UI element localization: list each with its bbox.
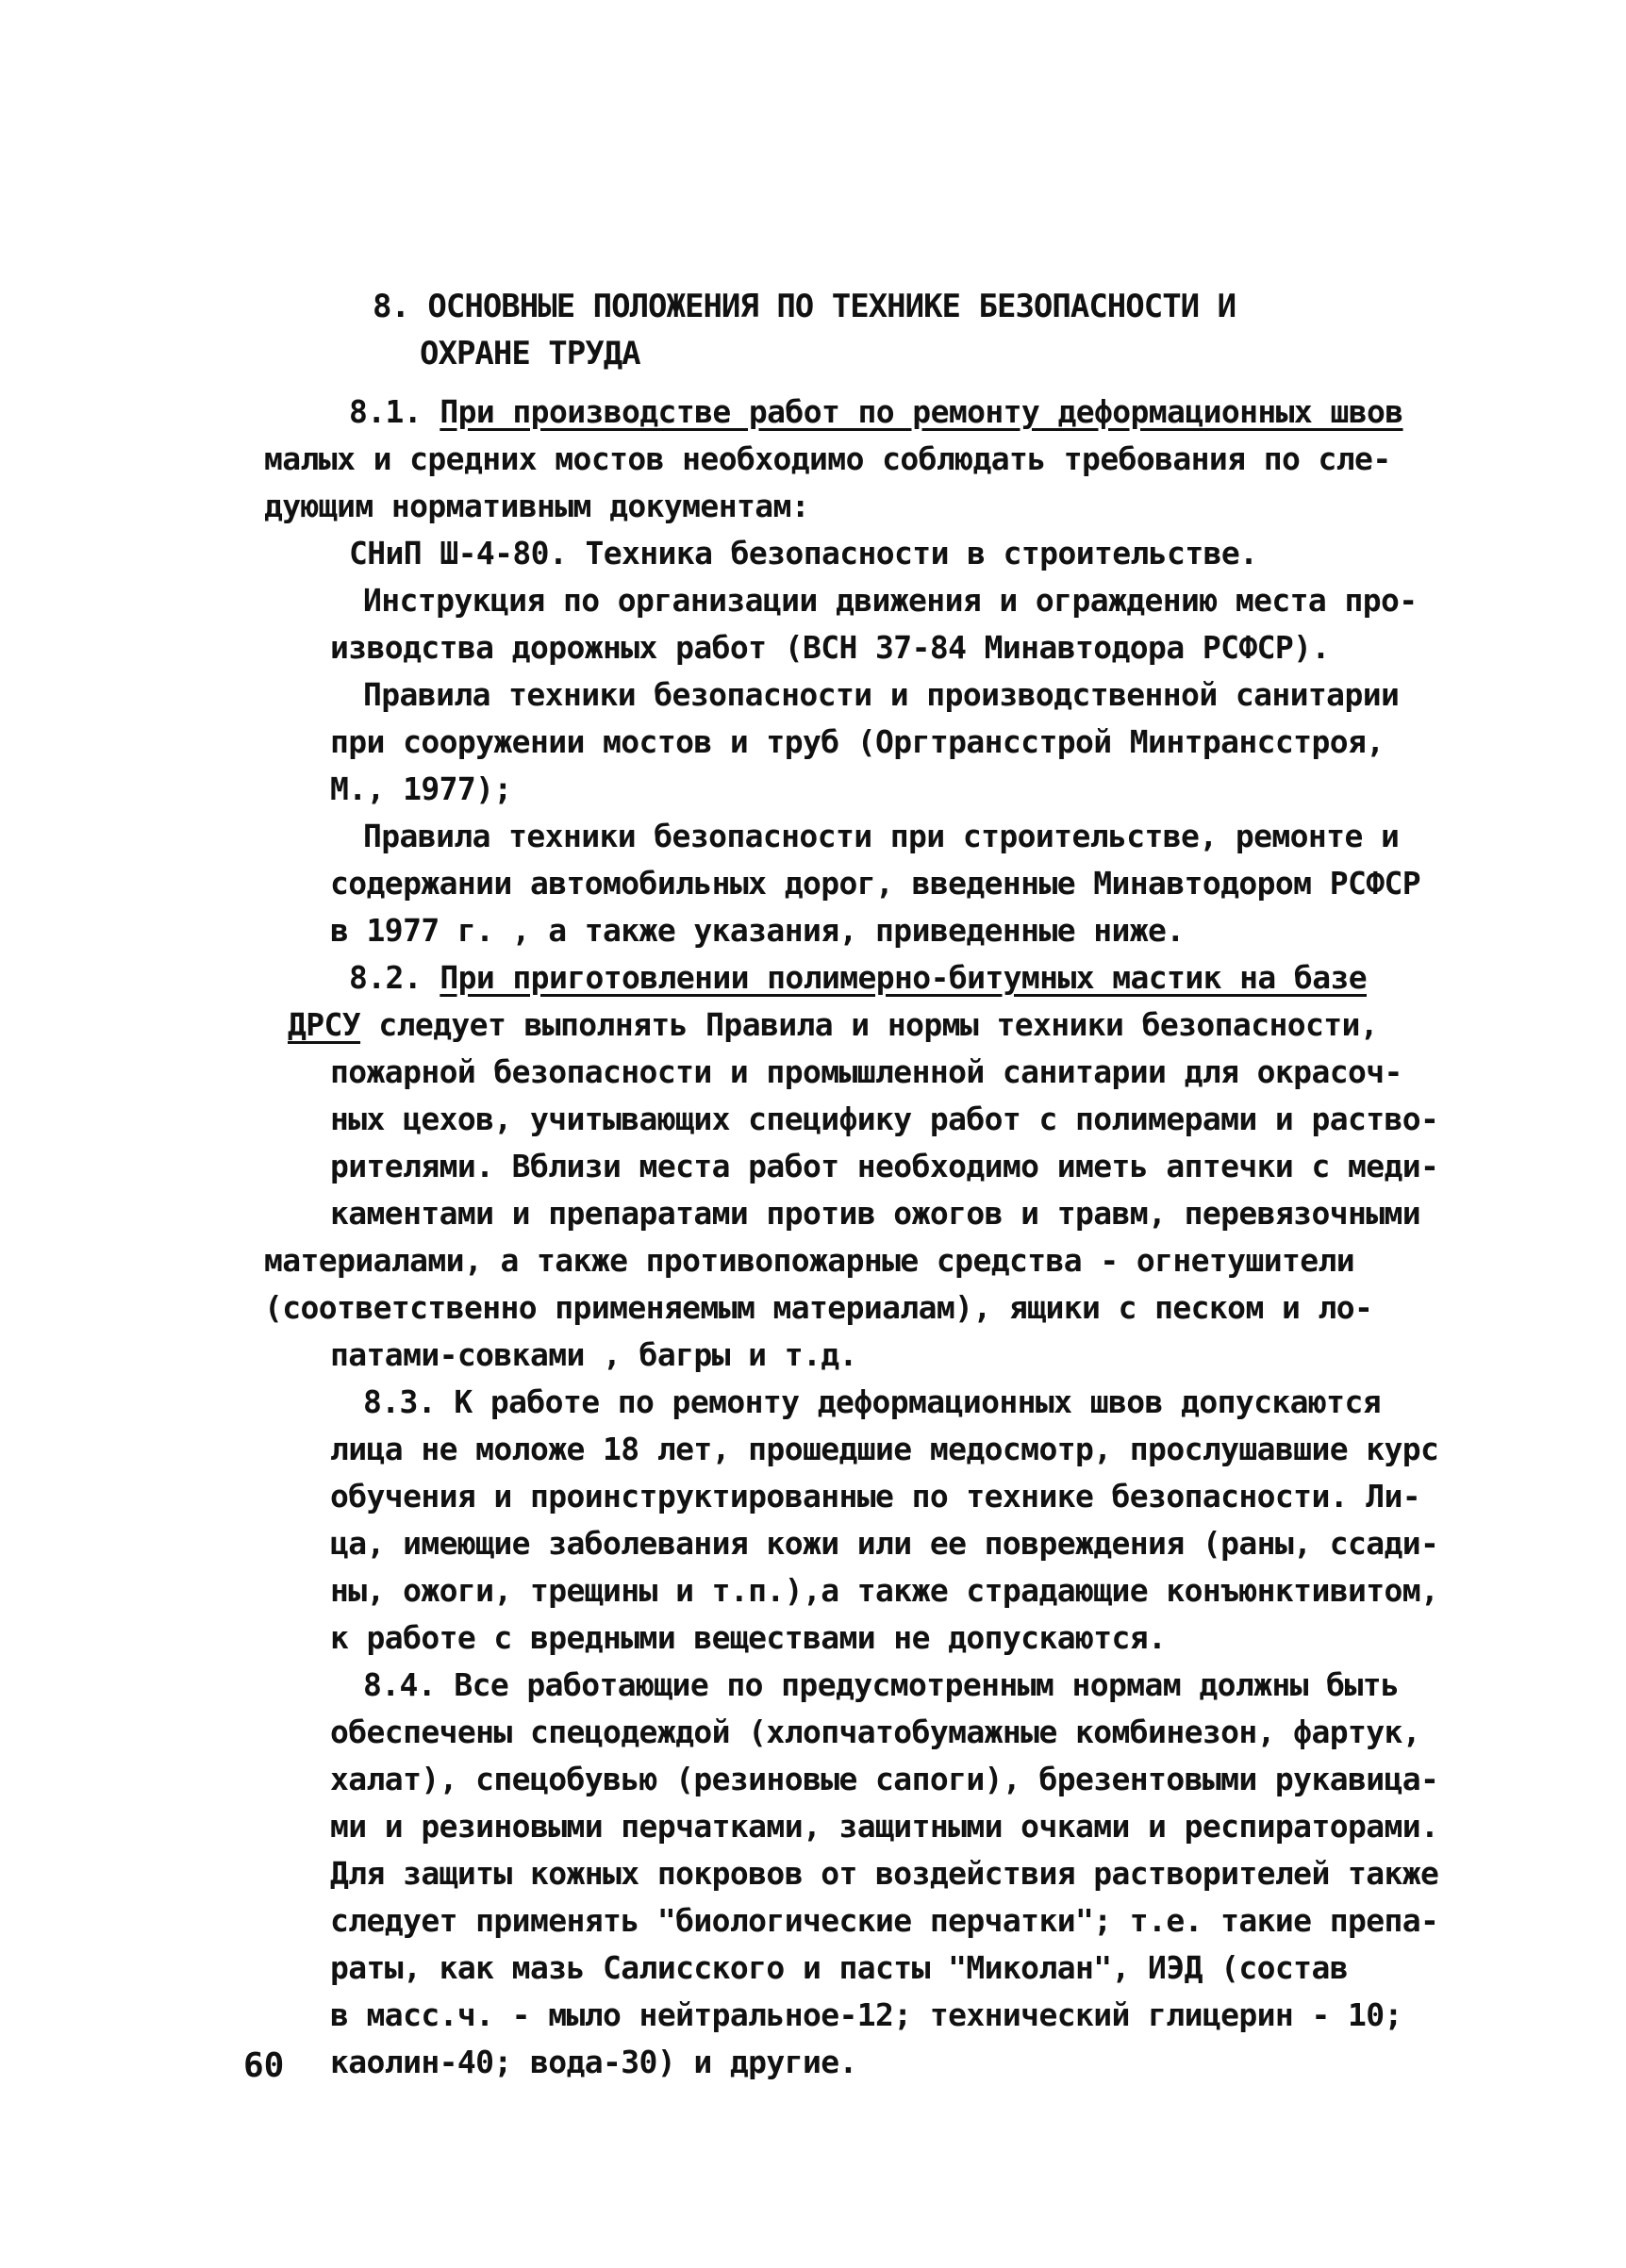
line-text: дующим нормативным документам: xyxy=(264,488,810,524)
section-heading xyxy=(373,283,1504,377)
underlined-text: При приготовлении полимерно-битумных мастик на базе xyxy=(440,959,1367,996)
text-line xyxy=(264,1992,1434,2039)
line-text: раты, как мазь Салисского и пасты "Миколан", ИЭД (состав xyxy=(330,1949,1348,1986)
line-text: Для защиты кожных покровов от воздействия растворителей также xyxy=(330,1855,1439,1892)
text-line xyxy=(264,813,1434,860)
line-text: изводства дорожных работ (ВСН 37-84 Минавтодора РСФСР). xyxy=(330,629,1330,666)
line-text: М., 1977); xyxy=(330,770,512,807)
text-line xyxy=(264,1284,1434,1332)
underlined-text: При производстве работ по ремонту деформационных швов xyxy=(440,393,1403,430)
line-text: к работе с вредными веществами не допускаются. xyxy=(330,1619,1167,1656)
text-line xyxy=(264,1945,1434,1992)
text-line xyxy=(264,1143,1439,1190)
line-text: Правила техники безопасности при строительстве, ремонте и xyxy=(363,818,1400,854)
line-text: малых и средних мостов необходимо соблюдать требования по сле- xyxy=(264,440,1391,477)
line-text: Инструкция по организации движения и ограждению места про- xyxy=(363,582,1418,619)
text-line xyxy=(264,1049,1434,1096)
line-text: лица не моложе 18 лет, прошедшие медосмотр, прослушавшие курс xyxy=(330,1431,1439,1467)
text-line xyxy=(264,1426,1439,1473)
text-line xyxy=(264,1520,1439,1567)
line-text: 8.3. К работе по ремонту деформационных швов допускаются xyxy=(363,1383,1381,1420)
text-line xyxy=(264,530,1434,577)
text-line xyxy=(264,954,1434,1002)
text-line xyxy=(264,436,1434,483)
heading-line-2: ОХРАНЕ ТРУДА xyxy=(420,335,640,372)
line-text: патами-совками , багры и т.д. xyxy=(330,1336,857,1373)
line-text: каментами и препаратами против ожогов и травм, перевязочными xyxy=(330,1195,1421,1232)
text-line xyxy=(264,1614,1434,1662)
text-line xyxy=(264,389,1434,436)
text-line xyxy=(264,1473,1434,1520)
text-line xyxy=(264,1897,1439,1945)
text-line xyxy=(264,1756,1439,1803)
text-line xyxy=(264,1803,1439,1850)
line-text: СНиП Ш-4-80. Техника безопасности в строительстве. xyxy=(349,535,1258,571)
text-line xyxy=(264,1237,1434,1284)
text-line xyxy=(264,1709,1434,1756)
line-text: 8.4. Все работающие по предусмотренным нормам должны быть xyxy=(363,1666,1400,1703)
text-line xyxy=(264,719,1434,766)
line-text: ны, ожоги, трещины и т.п.),а также страдающие конъюнктивитом, xyxy=(330,1572,1439,1609)
text-line xyxy=(264,1379,1434,1426)
line-text: в масс.ч. - мыло нейтральное-12; технический глицерин - 10; xyxy=(330,1996,1402,2033)
text-line xyxy=(264,2039,1434,2086)
text-line xyxy=(264,1567,1439,1614)
text-line xyxy=(264,1002,1434,1049)
text-line xyxy=(264,624,1434,671)
text-line xyxy=(264,577,1434,624)
line-text: каолин-40; вода-30) и другие. xyxy=(330,2044,857,2080)
line-text: следует применять "биологические перчатки"; т.е. такие препа- xyxy=(330,1902,1439,1939)
text-line xyxy=(264,1332,1434,1379)
text-line xyxy=(264,1850,1439,1897)
text-line xyxy=(264,1190,1434,1237)
line-text: Правила техники безопасности и производственной санитарии xyxy=(363,676,1400,713)
line-text: рителями. Вблизи места работ необходимо иметь аптечки с меди- xyxy=(330,1148,1439,1184)
text-line xyxy=(264,1096,1439,1143)
line-text: обеспечены спецодеждой (хлопчатобумажные комбинезон, фартук, xyxy=(330,1713,1421,1750)
text-line xyxy=(264,766,1434,813)
line-text: ца, имеющие заболевания кожи или ее повреждения (раны, ссади- xyxy=(330,1525,1439,1562)
line-text: 8.1. xyxy=(349,393,440,430)
document-body xyxy=(264,389,1439,2086)
line-text: в 1977 г. , а также указания, приведенные ниже. xyxy=(330,912,1185,949)
line-text: ных цехов, учитывающих специфику работ с полимерами и раство- xyxy=(330,1101,1439,1137)
line-text: 8.2. xyxy=(349,959,440,996)
page-number: 60 xyxy=(243,2046,285,2085)
line-text-continued: следует выполнять Правила и нормы техники безопасности, xyxy=(360,1006,1379,1043)
text-line xyxy=(264,860,1434,907)
text-line xyxy=(264,483,1434,530)
line-text: халат), спецобувью (резиновые сапоги), брезентовыми рукавица- xyxy=(330,1761,1439,1797)
text-line xyxy=(264,671,1434,719)
underlined-text: ДРСУ xyxy=(288,1006,361,1043)
line-text: содержании автомобильных дорог, введенные Минавтодором РСФСР xyxy=(330,865,1421,902)
line-text: при сооружении мостов и труб (Оргтрансстрой Минтрансстроя, xyxy=(330,723,1385,760)
text-line xyxy=(264,907,1434,954)
line-text: материалами, а также противопожарные средства - огнетушители xyxy=(264,1242,1355,1279)
text-line xyxy=(264,1662,1434,1709)
line-text: ми и резиновыми перчатками, защитными очками и респираторами. xyxy=(330,1808,1439,1845)
line-text: (соответственно применяемым материалам), ящики с песком и ло- xyxy=(264,1289,1373,1326)
line-text: пожарной безопасности и промышленной санитарии для окрасоч- xyxy=(330,1053,1402,1090)
heading-line-1: 8. ОСНОВНЫЕ ПОЛОЖЕНИЯ ПО ТЕХНИКЕ БЕЗОПАСНОСТИ И xyxy=(373,288,1236,325)
line-text: обучения и проинструктированные по технике безопасности. Ли- xyxy=(330,1478,1421,1515)
